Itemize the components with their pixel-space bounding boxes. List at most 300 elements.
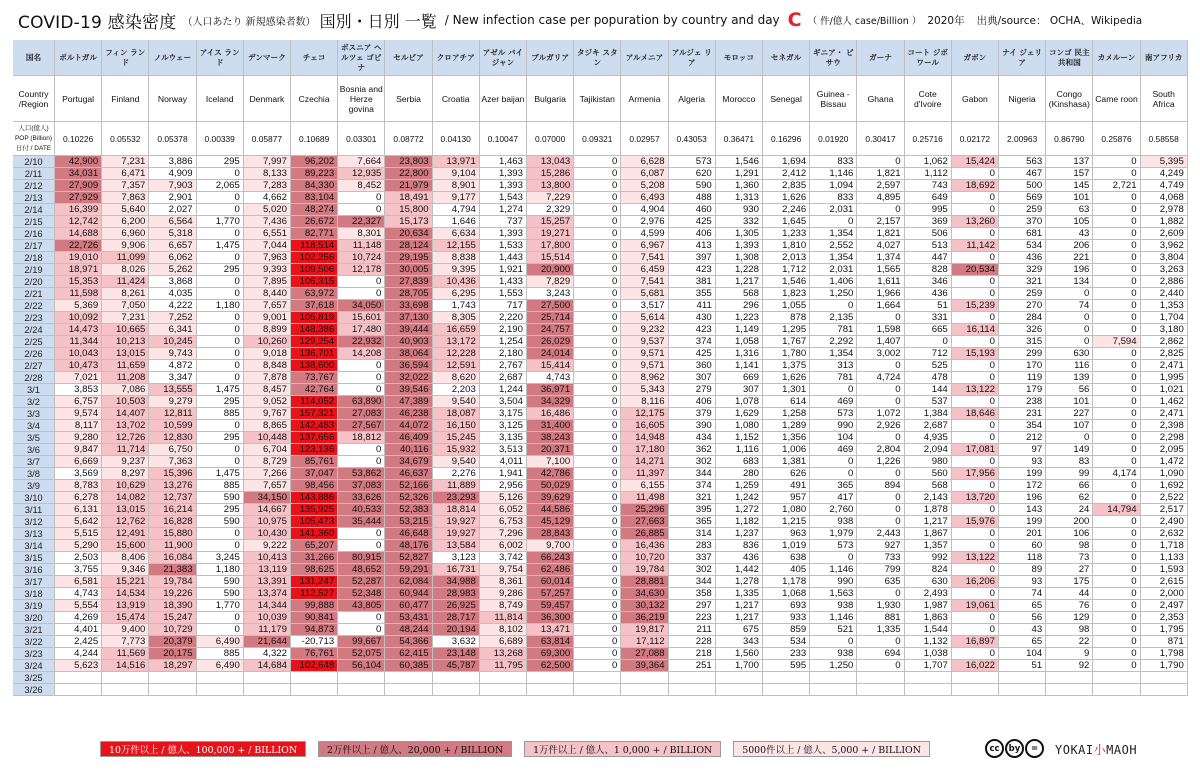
value-cell: 1,006	[763, 444, 810, 456]
value-cell: 3,135	[480, 432, 527, 444]
value-cell: 833	[810, 156, 857, 168]
value-cell: 314	[669, 528, 716, 540]
value-cell: 1,475	[197, 384, 244, 396]
value-cell: 104	[810, 432, 857, 444]
value-cell: 1,867	[905, 528, 952, 540]
value-cell: 1,244	[480, 384, 527, 396]
value-cell: 218	[669, 648, 716, 660]
legend-level-2: 2万件以上 / 億人、20,000 + / BILLION	[318, 741, 512, 757]
value-cell: 9,279	[149, 396, 196, 408]
value-cell: 1,393	[480, 228, 527, 240]
date-cell: 3/2	[13, 396, 55, 408]
value-cell: 2,956	[480, 480, 527, 492]
value-cell: 694	[857, 648, 904, 660]
value-cell: 34,988	[433, 576, 480, 588]
value-cell: 0	[952, 360, 999, 372]
value-cell: 13,015	[102, 504, 149, 516]
value-cell: 106	[1046, 528, 1093, 540]
date-cell: 3/3	[13, 408, 55, 420]
value-cell: 27,909	[55, 180, 102, 192]
country-name-en: Ghana	[857, 76, 904, 122]
value-cell: 693	[763, 600, 810, 612]
value-cell: 0	[1093, 588, 1140, 600]
country-population: 0.07000	[527, 122, 574, 156]
brand-left: YOKAI	[1055, 743, 1094, 757]
value-cell: 18,390	[149, 600, 196, 612]
value-cell: 0	[810, 636, 857, 648]
value-cell: 295	[197, 432, 244, 444]
value-cell: 60,477	[385, 600, 432, 612]
value-cell	[385, 684, 432, 696]
value-cell	[197, 684, 244, 696]
value-cell	[574, 684, 621, 696]
value-cell: 137	[1046, 156, 1093, 168]
value-cell	[763, 672, 810, 684]
date-cell: 2/22	[13, 300, 55, 312]
value-cell: 52,348	[338, 588, 385, 600]
value-cell: 56	[1046, 384, 1093, 396]
brand-mid: 小	[1093, 743, 1107, 757]
value-cell: 0	[1093, 156, 1140, 168]
value-cell: 0	[1046, 324, 1093, 336]
value-cell: 7,963	[244, 252, 291, 264]
value-cell: 4,749	[1141, 180, 1188, 192]
value-cell: 7,773	[102, 636, 149, 648]
value-cell: 15,600	[102, 540, 149, 552]
value-cell: 2,425	[55, 636, 102, 648]
value-cell: 0	[1093, 324, 1140, 336]
value-cell: 1,553	[480, 288, 527, 300]
value-cell: 12,742	[55, 216, 102, 228]
value-cell: 478	[905, 372, 952, 384]
value-cell: 31,400	[527, 420, 574, 432]
value-cell: 990	[810, 420, 857, 432]
value-cell: 295	[197, 264, 244, 276]
value-cell: 2,292	[810, 336, 857, 348]
value-cell: 737	[480, 216, 527, 228]
value-cell: 1,226	[857, 456, 904, 468]
value-cell: 17,112	[621, 636, 668, 648]
value-cell: 11,598	[55, 288, 102, 300]
value-cell: 14,473	[55, 324, 102, 336]
value-cell: 15,173	[385, 216, 432, 228]
country-name-en: Serbia	[385, 76, 432, 122]
value-cell: 374	[669, 336, 716, 348]
value-cell: 5,020	[244, 204, 291, 216]
value-cell: 0	[857, 384, 904, 396]
value-cell: 11,424	[102, 276, 149, 288]
country-name-en: Azer baijan	[480, 76, 527, 122]
value-cell: 2,094	[905, 444, 952, 456]
value-cell: 0	[197, 444, 244, 456]
value-cell: 1,180	[197, 300, 244, 312]
value-cell	[716, 684, 763, 696]
value-cell: 16,731	[433, 564, 480, 576]
value-cell: 8,749	[480, 600, 527, 612]
value-cell: 4,401	[55, 624, 102, 636]
value-cell: 22	[1046, 636, 1093, 648]
value-cell: 425	[669, 348, 716, 360]
value-cell: 1,463	[480, 156, 527, 168]
value-cell: 19,271	[527, 228, 574, 240]
value-cell: 0	[1093, 276, 1140, 288]
value-cell: 6,490	[197, 660, 244, 672]
value-cell: 295	[197, 504, 244, 516]
value-cell: 0	[1093, 456, 1140, 468]
value-cell: 107	[1046, 420, 1093, 432]
value-cell	[244, 672, 291, 684]
value-cell: 0	[1093, 252, 1140, 264]
value-cell: 521	[810, 624, 857, 636]
value-cell: 4,035	[149, 288, 196, 300]
value-cell: 712	[905, 348, 952, 360]
value-cell: 0	[574, 648, 621, 660]
value-cell: 36,219	[621, 612, 668, 624]
value-cell: 0	[574, 252, 621, 264]
value-cell	[102, 672, 149, 684]
value-cell: 9,700	[527, 540, 574, 552]
value-cell: 44,586	[527, 504, 574, 516]
country-name-jp: フィン ランド	[102, 40, 149, 76]
title-english: / New infection case per popuration by country and day	[444, 13, 780, 27]
value-cell: 106,315	[291, 276, 338, 288]
value-cell: 0	[1093, 492, 1140, 504]
value-cell: 15,800	[385, 204, 432, 216]
value-cell: 4,222	[149, 300, 196, 312]
value-cell: 2,443	[857, 528, 904, 540]
value-cell: 5,395	[1141, 156, 1188, 168]
value-cell: 2,412	[763, 168, 810, 180]
value-cell	[55, 684, 102, 696]
value-cell	[716, 672, 763, 684]
value-cell: 18,297	[149, 660, 196, 672]
value-cell: 1,357	[905, 540, 952, 552]
value-cell: 0	[1093, 576, 1140, 588]
value-cell: 22,726	[55, 240, 102, 252]
value-cell: 8,133	[244, 168, 291, 180]
value-cell: 0	[857, 588, 904, 600]
value-cell: 52,383	[385, 504, 432, 516]
value-cell: 129,254	[291, 336, 338, 348]
value-cell: 12,178	[338, 264, 385, 276]
country-name-jp: ノルウェー	[149, 40, 196, 76]
value-cell: 0	[574, 576, 621, 588]
value-cell: 13,268	[480, 648, 527, 660]
value-cell: 0	[574, 396, 621, 408]
value-cell: 99,667	[338, 636, 385, 648]
value-cell: 12,830	[149, 432, 196, 444]
value-cell: 1,149	[716, 324, 763, 336]
value-cell	[857, 672, 904, 684]
value-cell: 1,308	[716, 252, 763, 264]
value-cell: 1,146	[810, 168, 857, 180]
value-cell: 12,228	[433, 348, 480, 360]
value-cell: 34,329	[527, 396, 574, 408]
value-cell: 0	[197, 204, 244, 216]
value-cell: 2,835	[763, 180, 810, 192]
value-cell: 31,266	[291, 552, 338, 564]
value-cell: 279	[669, 384, 716, 396]
value-cell: 14,684	[244, 660, 291, 672]
value-cell: 38,064	[385, 348, 432, 360]
corner-pop-label: 人口(億人) POP (Billion)	[14, 124, 53, 142]
value-cell: 1,078	[716, 396, 763, 408]
value-cell: 0	[197, 168, 244, 180]
country-name-jp: タジキ スタン	[574, 40, 621, 76]
value-cell: 14,082	[102, 492, 149, 504]
value-cell: 491	[763, 480, 810, 492]
country-population: 0.58558	[1141, 122, 1188, 156]
value-cell: 4,322	[244, 648, 291, 660]
value-cell: 28,983	[433, 588, 480, 600]
value-cell: 2,687	[480, 372, 527, 384]
date-cell: 3/21	[13, 624, 55, 636]
value-cell: 83	[1046, 456, 1093, 468]
country-name-en: Cote d'Ivoire	[905, 76, 952, 122]
value-cell: 18,491	[385, 192, 432, 204]
value-cell: 1,258	[763, 408, 810, 420]
country-name-jp: モロッコ	[716, 40, 763, 76]
value-cell: 6,689	[480, 636, 527, 648]
value-cell: 13,172	[433, 336, 480, 348]
value-cell: 16,828	[149, 516, 196, 528]
value-cell: 11,659	[102, 360, 149, 372]
value-cell: 1,094	[810, 180, 857, 192]
value-cell: 99	[1046, 468, 1093, 480]
value-cell: 1,072	[857, 408, 904, 420]
country-population: 0.03301	[338, 122, 385, 156]
country-population: 0.10689	[291, 122, 338, 156]
value-cell: 25,296	[621, 504, 668, 516]
date-cell: 3/26	[13, 684, 55, 696]
value-cell: 590	[669, 180, 716, 192]
value-cell: 179	[999, 384, 1046, 396]
value-cell: 0	[574, 408, 621, 420]
value-cell: 7,296	[480, 528, 527, 540]
country-name-en: Norway	[149, 76, 196, 122]
value-cell: 0	[952, 252, 999, 264]
value-cell: 460	[669, 204, 716, 216]
value-cell: 8,102	[480, 624, 527, 636]
value-cell: 6,704	[244, 444, 291, 456]
country-population: 0.04130	[433, 122, 480, 156]
value-cell: 0	[197, 324, 244, 336]
value-cell: 0	[857, 204, 904, 216]
country-population: 0.10047	[480, 122, 527, 156]
date-cell: 2/11	[13, 168, 55, 180]
value-cell: 0	[574, 336, 621, 348]
value-cell: 302	[669, 456, 716, 468]
value-cell: 0	[1093, 312, 1140, 324]
value-cell: 45,787	[433, 660, 480, 672]
value-cell	[621, 672, 668, 684]
value-cell: 23,803	[385, 156, 432, 168]
value-cell: 199	[999, 468, 1046, 480]
corner-pop-date-label	[13, 122, 55, 156]
value-cell: 1,442	[716, 564, 763, 576]
value-cell: 0	[1046, 432, 1093, 444]
value-cell	[999, 672, 1046, 684]
value-cell: 37,618	[291, 300, 338, 312]
value-cell: 315	[999, 336, 1046, 348]
title-letter: C	[787, 9, 802, 31]
value-cell: 7,997	[244, 156, 291, 168]
country-name-en: Came roon	[1093, 76, 1140, 122]
value-cell: 0	[197, 252, 244, 264]
value-cell: 2,926	[857, 420, 904, 432]
value-cell: 14,516	[102, 660, 149, 672]
value-cell: 89,223	[291, 168, 338, 180]
value-cell: 53,862	[338, 468, 385, 480]
value-cell: 1,217	[716, 600, 763, 612]
value-cell: 34,679	[385, 456, 432, 468]
value-cell: 6,657	[149, 240, 196, 252]
value-cell: 118,514	[291, 240, 338, 252]
value-cell: 0	[1093, 540, 1140, 552]
date-cell: 3/9	[13, 480, 55, 492]
value-cell: 2,687	[905, 420, 952, 432]
value-cell: 0	[574, 456, 621, 468]
value-cell	[197, 672, 244, 684]
value-cell: 1,565	[857, 264, 904, 276]
value-cell: 45,129	[527, 516, 574, 528]
value-cell: 0	[1046, 312, 1093, 324]
value-cell: 8,901	[433, 180, 480, 192]
value-cell: 0	[197, 456, 244, 468]
value-cell: 0	[574, 516, 621, 528]
value-cell: 2,143	[905, 492, 952, 504]
value-cell: 99,888	[291, 600, 338, 612]
value-cell: 10,599	[149, 420, 196, 432]
value-cell: 0	[857, 468, 904, 480]
value-cell: 0	[338, 204, 385, 216]
country-name-en: Bulgaria	[527, 76, 574, 122]
value-cell: 2,721	[1093, 180, 1140, 192]
value-cell	[527, 684, 574, 696]
value-cell: 13,555	[149, 384, 196, 396]
date-cell: 2/13	[13, 192, 55, 204]
value-cell: 10,039	[244, 612, 291, 624]
value-cell: 0	[574, 420, 621, 432]
value-cell: 14,271	[621, 456, 668, 468]
value-cell: 13,702	[102, 420, 149, 432]
value-cell: 1,353	[1141, 300, 1188, 312]
value-cell: 1,133	[1141, 552, 1188, 564]
value-cell: 0	[197, 624, 244, 636]
value-cell: 4,935	[905, 432, 952, 444]
value-cell: 2,522	[1141, 492, 1188, 504]
value-cell: 15,221	[102, 576, 149, 588]
value-cell: 98	[1046, 624, 1093, 636]
value-cell: 9,280	[55, 432, 102, 444]
value-cell: 1,360	[716, 180, 763, 192]
value-cell: 963	[763, 528, 810, 540]
value-cell: 743	[905, 180, 952, 192]
value-cell: 13,471	[527, 624, 574, 636]
country-name-jp: セネガル	[763, 40, 810, 76]
value-cell: 2,517	[1141, 504, 1188, 516]
value-cell: 3,347	[149, 372, 196, 384]
value-cell: 2,493	[905, 588, 952, 600]
title-bar	[0, 0, 1200, 40]
value-cell: 6,131	[55, 504, 102, 516]
value-cell: 1,393	[716, 240, 763, 252]
value-cell: 0	[952, 168, 999, 180]
value-cell: 8,783	[55, 480, 102, 492]
title-source: 出典/source： OCHA、Wikipedia	[976, 14, 1143, 27]
value-cell: 16,214	[149, 504, 196, 516]
value-cell: 20,194	[433, 624, 480, 636]
date-cell: 2/21	[13, 288, 55, 300]
country-name-jp: アイス ランド	[197, 40, 244, 76]
date-cell: 2/20	[13, 276, 55, 288]
value-cell: 1,237	[716, 528, 763, 540]
value-cell: 1,356	[763, 432, 810, 444]
legend-level-1: 10万件以上 / 億人、100,000 + / BILLION	[100, 741, 306, 757]
value-cell: 374	[669, 480, 716, 492]
value-cell: 6,002	[480, 540, 527, 552]
value-cell: 0	[857, 360, 904, 372]
value-cell: 9,571	[621, 348, 668, 360]
value-cell: 9,177	[433, 192, 480, 204]
value-cell: 406	[669, 228, 716, 240]
value-cell: 10,430	[244, 528, 291, 540]
value-cell: 1,443	[480, 252, 527, 264]
value-cell: 6,581	[55, 576, 102, 588]
value-cell: 0	[1093, 372, 1140, 384]
value-cell: 32,022	[385, 372, 432, 384]
value-cell: 1,475	[197, 240, 244, 252]
value-cell: 27,929	[55, 192, 102, 204]
value-cell: 0	[810, 384, 857, 396]
value-cell: 1,146	[810, 612, 857, 624]
value-cell: 1,217	[716, 276, 763, 288]
value-cell: 26,672	[291, 216, 338, 228]
value-cell: 6,753	[480, 516, 527, 528]
value-cell: 129	[1046, 612, 1093, 624]
country-population: 2.00963	[999, 122, 1046, 156]
value-cell: 46,238	[385, 408, 432, 420]
value-cell: 62,486	[527, 564, 574, 576]
value-cell: 4,011	[480, 456, 527, 468]
value-cell: 1,375	[763, 360, 810, 372]
value-cell: 1,305	[716, 228, 763, 240]
value-cell: 0	[338, 444, 385, 456]
value-cell: 1,180	[197, 564, 244, 576]
value-cell: 6,295	[433, 288, 480, 300]
value-cell: 2,615	[1141, 576, 1188, 588]
country-name-en: Senegal	[763, 76, 810, 122]
value-cell: 52,326	[385, 492, 432, 504]
date-cell: 2/10	[13, 156, 55, 168]
value-cell: 2,552	[810, 240, 857, 252]
value-cell: 10,436	[433, 276, 480, 288]
value-cell: 9,537	[621, 336, 668, 348]
value-cell: 60,014	[527, 576, 574, 588]
value-cell: 0	[952, 396, 999, 408]
value-cell: 10,043	[55, 348, 102, 360]
value-cell: 506	[905, 228, 952, 240]
value-cell: 7,863	[102, 192, 149, 204]
value-cell: 3,853	[55, 384, 102, 396]
value-cell: 0	[905, 336, 952, 348]
value-cell: 48,652	[338, 564, 385, 576]
value-cell: 0	[338, 612, 385, 624]
value-cell: 7,229	[527, 192, 574, 204]
value-cell: 15,193	[952, 348, 999, 360]
value-cell: 436	[999, 252, 1046, 264]
value-cell: 0	[952, 192, 999, 204]
